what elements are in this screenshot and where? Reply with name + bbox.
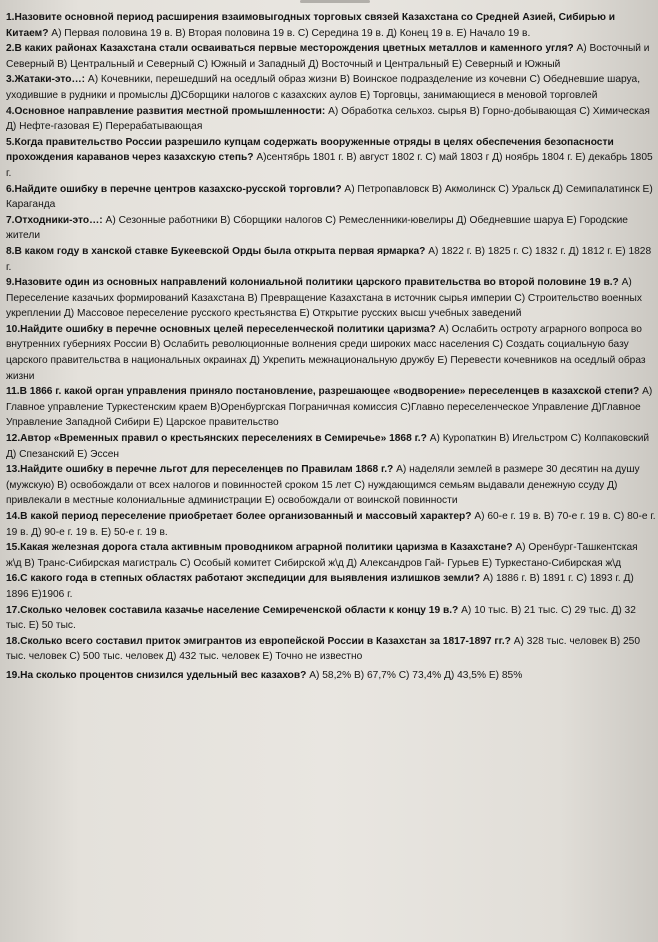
question-9-title: 9.Назовите один из основных направлений колониальной политики царского правительства во второй половине 19 в.? — [6, 277, 619, 289]
question-3-title: 3.Жатаки-это…: — [6, 74, 86, 86]
paper-edge-mark — [300, 0, 370, 3]
question-18 — [6, 634, 656, 665]
question-11-title: 11.В 1866 г. какой орган управления приняло постановление, разрешающее «водворение» переселенцев в казахской степи? — [6, 386, 640, 398]
question-15 — [6, 540, 656, 571]
question-10-options: А) Ослабить остроту аграрного вопроса во внутренних губерниях России В) Ослабить революционные волнения среди широких масс населения С) Создать социальную базу царского правительства в национальных окраинах Д) Укрепить межнациональную дружбу Е) Перевести кочевников на оседлый образ жизни — [6, 323, 646, 382]
question-12 — [6, 431, 656, 462]
question-16 — [6, 571, 656, 602]
question-8-title: 8.В каком году в ханской ставке Букеевской Орды была открыта первая ярмарка? — [6, 245, 426, 257]
question-9 — [6, 275, 656, 322]
question-13-title: 13.Найдите ошибку в перечне льгот для переселенцев по Правилам 1868 г.? — [6, 464, 394, 476]
question-7-title: 7.Отходники-это…: — [6, 214, 103, 226]
question-17-options: А) 10 тыс. В) 21 тыс. С) 29 тыс. Д) 32 тыс. Е) 50 тыс. — [6, 604, 636, 632]
question-16-title: 16.С какого года в степных областях работают экспедиции для выявления излишков земли? — [6, 573, 481, 585]
question-5-options: А)сентябрь 1801 г. В) август 1802 г. С) май 1803 г Д) ноябрь 1804 г. Е) декабрь 1805 г. — [6, 152, 653, 179]
question-19-title: 19.На сколько процентов снизился удельный вес казахов? — [6, 669, 307, 681]
question-14-title: 14.В какой период переселение приобретает более организованный и массовый характер? — [6, 511, 472, 522]
question-2-title: 2.В каких районах Казахстана стали осваиваться первые месторождения цветных металлов и каменного угля? — [6, 43, 574, 55]
question-17 — [6, 603, 656, 634]
question-5 — [6, 135, 656, 182]
question-12-options: А) Куропаткин В) Игельстром С) Колпаковский Д) Спезанский Е) Эссен — [6, 433, 650, 460]
question-2-options: А) Восточный и Северный В) Центральный и Северный С) Южный и Западный Д) Восточный и Центральный Е) Северный и Южный — [6, 43, 650, 70]
question-12-title: 12.Автор «Временных правил о крестьянских переселениях в Семиречье» 1868 г.? — [6, 433, 427, 445]
question-19 — [6, 668, 656, 684]
question-17-title: 17.Сколько человек составила казачье население Семиреченской области к концу 19 в.? — [6, 604, 459, 616]
question-5-title: 5.Когда правительство России разрешило купцам содержать вооруженные отряды в целях обеспечения безопасности прохождения караванов через казахскую степь? — [6, 136, 614, 164]
question-13 — [6, 462, 656, 509]
question-8-options: А) 1822 г. В) 1825 г. С) 1832 г. Д) 1812 г. Е) 1828 г. — [6, 245, 652, 273]
question-3-options: А) Кочевники, перешедший на оседлый образ жизни В) Воинское подразделение из кочевни С) Обедневшие шаруа, уходившие в рудники и промыслы Д)Сборщики налогов с казахских аулов Е) Торговцы, занимающиеся в меновой торговлей — [6, 74, 641, 101]
question-7 — [6, 213, 656, 244]
question-2 — [6, 41, 656, 72]
question-6-title: 6.Найдите ошибку в перечне центров казахско-русской торговли? — [6, 183, 342, 195]
question-18-options: А) 328 тыс. человек В) 250 тыс. человек С) 500 тыс. человек Д) 432 тыс. человек Е) Точно не известно — [6, 635, 640, 663]
question-4-title: 4.Основное направление развития местной промышленности: — [6, 105, 326, 117]
question-1 — [6, 10, 656, 41]
question-1-options: А) Первая половина 19 в. В) Вторая половина 19 в. С) Середина 19 в. Д) Конец 19 в. Е) Начало 19 в. — [51, 27, 531, 39]
question-15-options: А) Оренбург-Ташкентская ж\д В) Транс-Сибирская магистраль С) Особый комитет Сибирской ж\д Д) Александров Гай- Гурьев Е) Туркестано-Сибирская ж\д — [6, 542, 638, 569]
question-11-options: А) Главное управление Туркестенским краем В)Оренбургская Пограничная комиссия С)Главно переселенческое Управление Д)Главное Управление Западной Сибири Е) Царское правительство — [6, 386, 653, 429]
question-4 — [6, 104, 656, 135]
question-11 — [6, 384, 656, 431]
question-14-options: А) 60-е г. 19 в. В) 70-е г. 19 в. С) 80-е г. 19 в. Д) 90-е г. 19 в. Е) 50-е г. 19 в. — [6, 511, 656, 538]
question-6 — [6, 182, 656, 213]
question-10-title: 10.Найдите ошибку в перечне основных целей переселенческой политики царизма? — [6, 323, 436, 335]
question-9-options: А) Переселение казачьих формирований Казахстана В) Превращение Казахстана в источник сырья империи С) Строительство военных укреплении Д) Массовое переселение русского крестьянства Е) Открытие русских высш учебных заведений — [6, 277, 642, 320]
question-18-title: 18.Сколько всего составил приток эмигрантов из европейской России в Казахстан за 1817-1897 гг.? — [6, 635, 511, 647]
question-6-options: А) Петропавловск В) Акмолинск С) Уральск Д) Семипалатинск Е) Караганда — [6, 183, 653, 211]
question-4-options: А) Обработка сельхоз. сырья В) Горно-добывающая С) Химическая Д) Нефте-газовая Е) Перерабатывающая — [6, 105, 650, 133]
question-16-options: А) 1886 г. В) 1891 г. С) 1893 г. Д) 1896 Е)1906 г. — [6, 573, 634, 600]
question-1-title: 1.Назовите основной период расширения взаимовыгодных торговых связей Казахстана со Средней Азией, Сибирью и Китаем? — [6, 12, 616, 39]
question-3 — [6, 72, 656, 103]
question-7-options: А) Сезонные работники В) Сборщики налогов С) Ремесленники-ювелиры Д) Обедневшие шаруа Е) Городские жители — [6, 214, 628, 242]
question-13-options: А) наделяли землей в размере 30 десятин на душу (мужскую) В) освобождали от всех налогов и повинностей сроком 15 лет С) нуждающимся семьям выдавали денежную ссуду Д) привлекали в местные колониальные администрации Е) освобождали от воинской повинности — [6, 464, 640, 507]
question-19-options: А) 58,2% В) 67,7% С) 73,4% Д) 43,5% Е) 85% — [309, 669, 523, 681]
question-10 — [6, 322, 656, 384]
question-15-title: 15.Какая железная дорога стала активным проводником аграрной политики царизма в Казахстане? — [6, 542, 513, 554]
question-8 — [6, 244, 656, 275]
question-14 — [6, 509, 656, 540]
